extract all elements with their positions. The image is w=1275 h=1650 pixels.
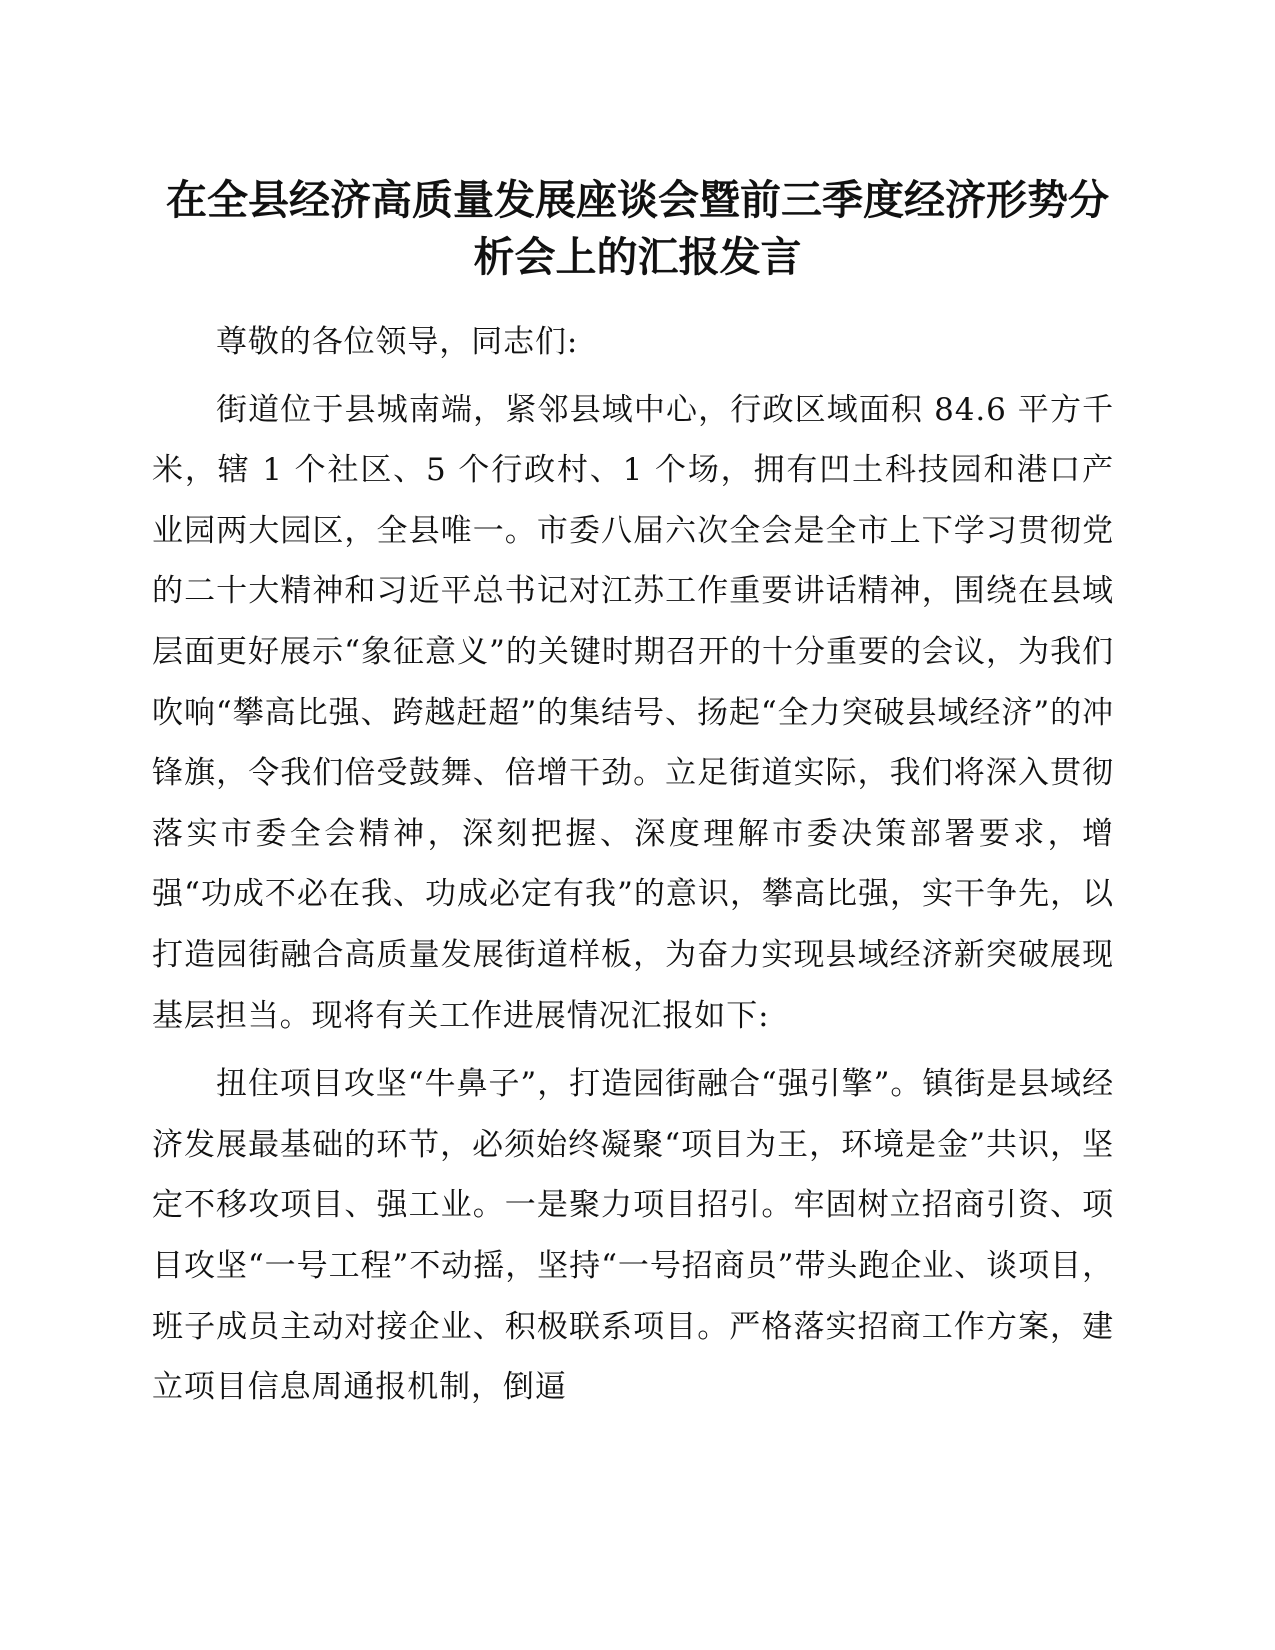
document-body	[152, 312, 1114, 1418]
paragraph-intro: 街道位于县城南端，紧邻县域中心，行政区域面积 84.6 平方千米，辖 1 个社区、5 个行政村、1 个场，拥有凹土科技园和港口产业园两大园区，全县唯一。市委八届六次全会是全市上下学习贯彻党的二十大精神和习近平总书记对江苏工作重要讲话精神，围绕在县域层面更好展示“象征意义”的关键时期召开的十分重要的会议，为我们吹响“攀高比强、跨越赶超”的集结号、扬起“全力突破县域经济”的冲锋旗，令我们倍受鼓舞、倍增干劲。立足街道实际，我们将深入贯彻落实市委全会精神，深刻把握、深度理解市委决策部署要求，增强“功成不必在我、功成必定有我”的意识，攀高比强，实干争先，以打造园街融合高质量发展街道样板，为奋力实现县域经济新突破展现基层担当。现将有关工作进展情况汇报如下:	[152, 391, 1114, 1034]
paragraph-project: 扭住项目攻坚“牛鼻子”，打造园街融合“强引擎”。镇街是县域经济发展最基础的环节，必须始终凝聚“项目为王，环境是金”共识，坚定不移攻项目、强工业。一是聚力项目招引。牢固树立招商引资、项目攻坚“一号工程”不动摇，坚持“一号招商员”带头跑企业、谈项目，班子成员主动对接企业、积极联系项目。严格落实招商工作方案，建立项目信息周通报机制，倒逼	[152, 1066, 1114, 1406]
greeting-line: 尊敬的各位领导，同志们:	[216, 324, 579, 360]
document-title: 在全县经济高质量发展座谈会暨前三季度经济形势分析会上的汇报发言	[166, 176, 1109, 281]
